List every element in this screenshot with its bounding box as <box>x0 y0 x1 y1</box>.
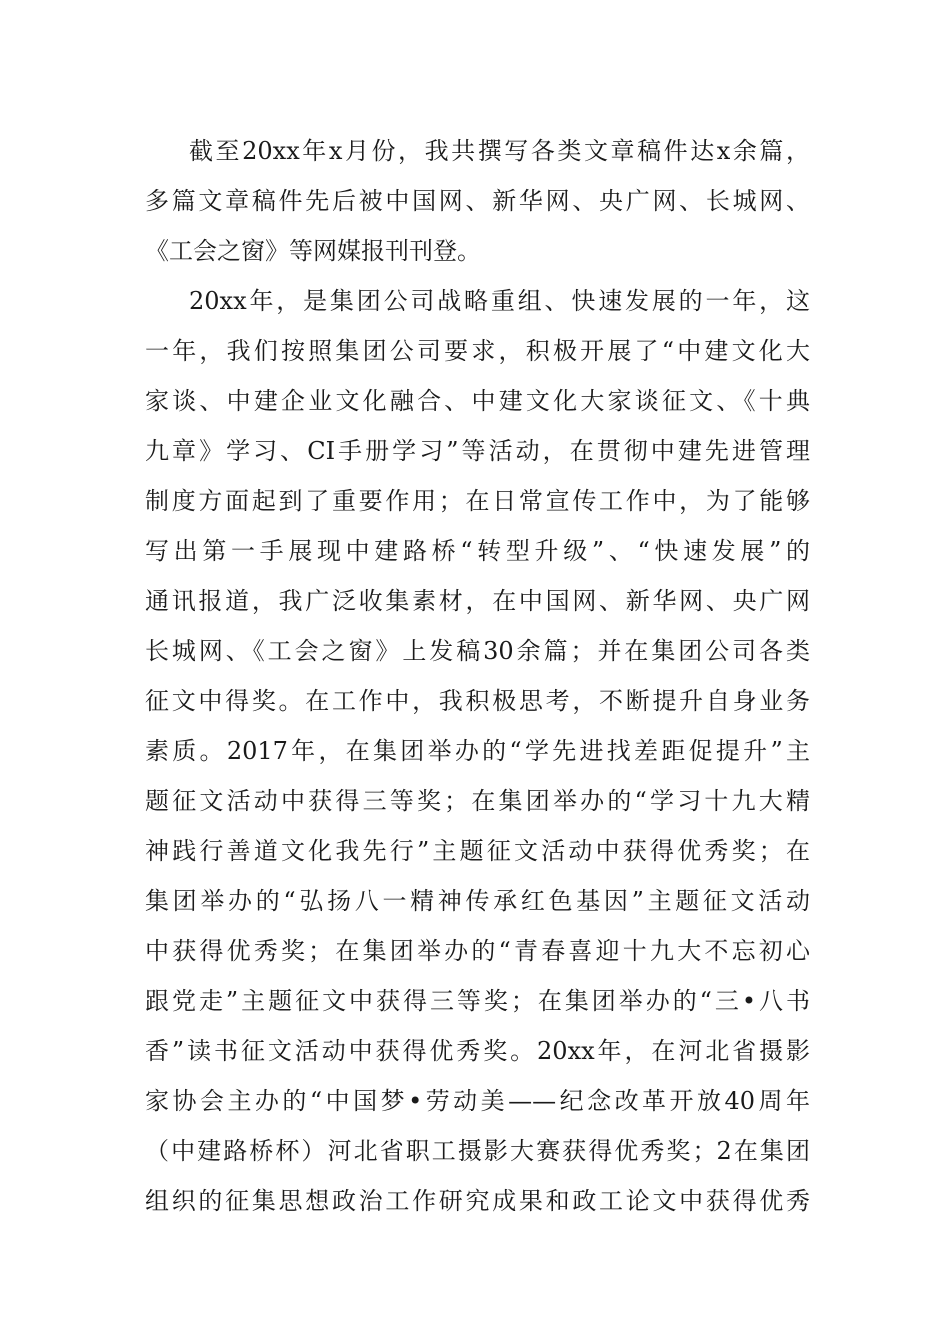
paragraph-2-line-3: 家谈、中建企业文化融合、中建文化大家谈征文、《十典 <box>145 387 810 415</box>
paragraph-2-line-4: 九章》学习、CI手册学习”等活动，在贯彻中建先进管理 <box>145 437 810 465</box>
paragraph-2-line-8: 长城网、《工会之窗》上发稿30余篇；并在集团公司各类 <box>145 637 810 665</box>
paragraph-1-line-2: 多篇文章稿件先后被中国网、新华网、央广网、长城网、 <box>145 187 810 215</box>
paragraph-2-line-2: 一年，我们按照集团公司要求，积极开展了“中建文化大 <box>145 337 810 365</box>
paragraph-2-line-1: 20xx年，是集团公司战略重组、快速发展的一年，这 <box>189 287 810 315</box>
paragraph-2-line-19: 组织的征集思想政治工作研究成果和政工论文中获得优秀 <box>145 1187 810 1215</box>
paragraph-2-line-7: 通讯报道，我广泛收集素材，在中国网、新华网、央广网 <box>145 587 810 615</box>
paragraph-2-line-17: 家协会主办的“中国梦•劳动美——纪念改革开放40周年 <box>145 1087 810 1115</box>
paragraph-1-line-3: 《工会之窗》等网媒报刊刊登。 <box>145 237 481 265</box>
paragraph-2-line-13: 集团举办的“弘扬八一精神传承红色基因”主题征文活动 <box>145 887 810 915</box>
paragraph-2-line-12: 神践行善道文化我先行”主题征文活动中获得优秀奖；在 <box>145 837 810 865</box>
paragraph-2-line-16: 香”读书征文活动中获得优秀奖。20xx年，在河北省摄影 <box>145 1037 810 1065</box>
paragraph-2-line-9: 征文中得奖。在工作中，我积极思考，不断提升自身业务 <box>145 687 810 715</box>
paragraph-2-line-15: 跟党走”主题征文中获得三等奖；在集团举办的“三•八书 <box>145 987 810 1015</box>
paragraph-2-line-6: 写出第一手展现中建路桥“转型升级”、“快速发展”的 <box>145 537 810 565</box>
paragraph-2-line-11: 题征文活动中获得三等奖；在集团举办的“学习十九大精 <box>145 787 810 815</box>
paragraph-2-line-5: 制度方面起到了重要作用；在日常宣传工作中，为了能够 <box>145 487 810 515</box>
paragraph-2-line-14: 中获得优秀奖；在集团举办的“青春喜迎十九大不忘初心 <box>145 937 810 965</box>
document-body <box>145 126 810 1226</box>
paragraph-2-line-18: （中建路桥杯）河北省职工摄影大赛获得优秀奖；2在集团 <box>145 1137 810 1165</box>
paragraph-2-line-10: 素质。2017年，在集团举办的“学先进找差距促提升”主 <box>145 737 810 765</box>
paragraph-1-line-1: 截至20xx年x月份，我共撰写各类文章稿件达x余篇， <box>189 137 810 165</box>
